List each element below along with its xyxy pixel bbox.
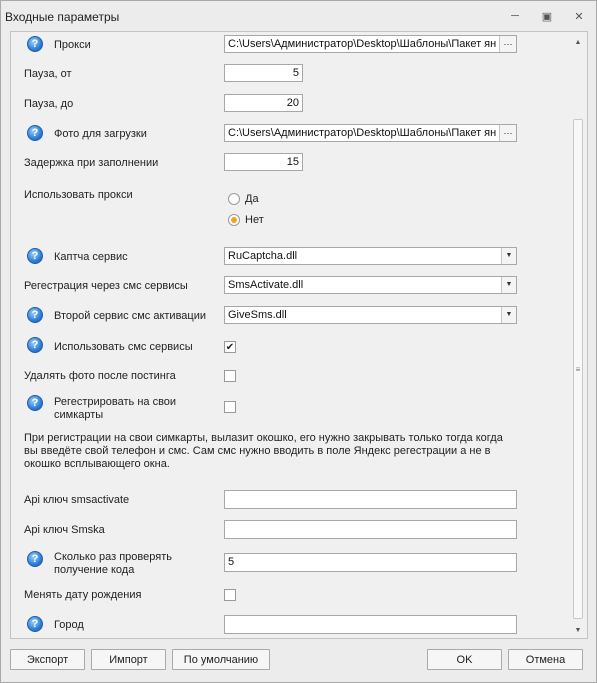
photo-path-value: C:\Users\Администратор\Desktop\Шаблоны\Пакет ян <box>228 127 497 139</box>
pause-from-label: Пауза, от <box>24 68 72 80</box>
check-count-input[interactable]: 5 <box>224 553 517 572</box>
browse-photo-button[interactable]: ··· <box>499 124 516 142</box>
help-icon[interactable]: ? <box>27 125 43 141</box>
use-proxy-yes-label[interactable]: Да <box>245 193 259 205</box>
photo-path-input[interactable] <box>224 124 517 142</box>
minimize-icon[interactable]: ─ <box>511 10 519 22</box>
captcha-value: RuCaptcha.dll <box>228 250 298 262</box>
import-button[interactable]: Импорт <box>91 649 166 670</box>
api-smska-label: Api ключ Smska <box>24 524 105 536</box>
help-icon[interactable]: ? <box>27 307 43 323</box>
delete-photo-checkbox[interactable] <box>224 370 236 382</box>
help-icon[interactable]: ? <box>27 337 43 353</box>
fill-delay-input[interactable]: 15 <box>224 153 303 171</box>
chevron-down-icon[interactable]: ▼ <box>501 307 516 323</box>
description-text: При регистрации на свои симкарты, вылазит окошко, его нужно закрывать только тогда когда вы введёте свой телефон и смс. Сам смс нужно вводить в поле Яндекс регестрации а не в окошко всплывающего окна. <box>24 432 503 470</box>
use-sms-label: Использовать смс сервисы <box>54 341 193 353</box>
api-smska-input[interactable] <box>224 520 517 539</box>
fill-delay-label: Задержка при заполнении <box>24 157 159 169</box>
scrollbar-thumb[interactable]: ≡ <box>573 119 583 619</box>
second-sms-label: Второй сервис смс активации <box>54 310 207 322</box>
scroll-up-icon[interactable]: ▲ <box>574 38 582 46</box>
captcha-label: Каптча сервис <box>54 251 128 263</box>
use-proxy-yes-radio[interactable] <box>228 193 240 205</box>
restore-icon[interactable]: ▣ <box>541 10 553 23</box>
own-sim-label: Регестрировать на свои симкарты <box>54 396 177 421</box>
use-proxy-no-radio[interactable] <box>228 214 240 226</box>
pause-to-label: Пауза, до <box>24 98 74 110</box>
captcha-select[interactable] <box>224 247 517 265</box>
help-icon[interactable]: ? <box>27 248 43 264</box>
second-sms-value: GiveSms.dll <box>228 309 287 321</box>
chevron-down-icon[interactable]: ▼ <box>501 248 516 264</box>
sms-registration-label: Регестрация через смс сервисы <box>24 280 188 292</box>
help-icon[interactable]: ? <box>27 36 43 52</box>
browse-proxy-button[interactable]: ··· <box>499 35 516 53</box>
pause-to-input[interactable]: 20 <box>224 94 303 112</box>
proxy-label: Прокси <box>54 39 91 51</box>
sms-registration-select[interactable] <box>224 276 517 294</box>
export-button[interactable]: Экспорт <box>10 649 85 670</box>
title-bar[interactable] <box>1 1 596 31</box>
city-input[interactable] <box>224 615 517 634</box>
use-sms-checkbox[interactable]: ✔ <box>225 341 235 353</box>
window-title: Входные параметры <box>5 10 120 24</box>
delete-photo-label: Удалять фото после постинга <box>24 370 176 382</box>
parameters-panel <box>10 31 588 639</box>
help-icon[interactable]: ? <box>27 395 43 411</box>
vertical-scrollbar[interactable] <box>572 35 584 635</box>
api-smsactivate-label: Api ключ smsactivate <box>24 494 130 506</box>
change-birthdate-checkbox[interactable] <box>224 589 236 601</box>
cancel-button[interactable]: Отмена <box>508 649 583 670</box>
pause-from-input[interactable]: 5 <box>224 64 303 82</box>
change-birthdate-label: Менять дату рождения <box>24 589 142 601</box>
photo-label: Фото для загрузки <box>54 128 147 140</box>
second-sms-select[interactable] <box>224 306 517 324</box>
use-proxy-label: Использовать прокси <box>24 189 133 201</box>
default-button[interactable]: По умолчанию <box>172 649 270 670</box>
proxy-path-input[interactable] <box>224 35 517 53</box>
api-smsactivate-input[interactable] <box>224 490 517 509</box>
use-proxy-no-label[interactable]: Нет <box>245 214 264 226</box>
ok-button[interactable]: OK <box>427 649 502 670</box>
help-icon[interactable]: ? <box>27 616 43 632</box>
chevron-down-icon[interactable]: ▼ <box>501 277 516 293</box>
own-sim-checkbox[interactable] <box>224 401 236 413</box>
proxy-path-value: C:\Users\Администратор\Desktop\Шаблоны\Пакет ян <box>228 38 497 50</box>
city-label: Город <box>54 619 84 631</box>
check-count-label: Сколько раз проверять получение кода <box>54 551 172 576</box>
close-icon[interactable]: ✕ <box>574 10 584 23</box>
sms-registration-value: SmsActivate.dll <box>228 279 304 291</box>
scroll-down-icon[interactable]: ▼ <box>574 626 582 634</box>
help-icon[interactable]: ? <box>27 551 43 567</box>
